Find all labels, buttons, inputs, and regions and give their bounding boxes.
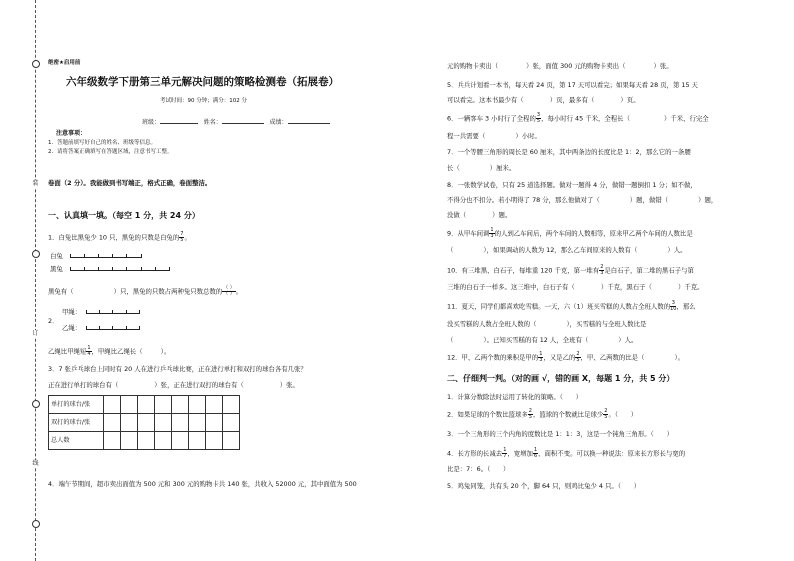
answer-table	[48, 395, 240, 450]
binding-hole	[32, 400, 40, 408]
cut-line	[35, 0, 36, 561]
question-3-answer: 正在进行单打的球台有（ ）张，正在进行双打的球台有（ ）张。	[48, 381, 299, 389]
judge-3: 3．一个三角形的三个内角的度数比是 1：1：3，这是一个钝角三角形。（ ）	[447, 430, 673, 438]
cut-char: 线	[32, 460, 39, 467]
judge-2: 2．如果足球的个数比篮球多 $\frac{2}{5}$ ，篮球的个数就比足球少 $\frac{2}{5}$ 。（ ）	[447, 408, 638, 420]
judge-4: 4．长方形的长减去 $\frac{1}{7}$ ，宽增加 $\frac{1}{6}$ ，面积不变。可以换一种说法：原来长方形长与宽的	[447, 447, 686, 459]
table-row	[49, 396, 240, 414]
question-2-text: 乙绳比甲绳短 $\frac{1}{4}$ ，甲绳比乙绳长（ ）。	[48, 345, 171, 357]
table-row	[49, 414, 240, 432]
question-1-answer: 黑兔有（ ）只，黑兔的只数占两种兔只数总数的 $\frac{( )}{( )}$ 。	[48, 285, 243, 297]
binding-hole	[32, 520, 40, 528]
fraction: $\frac{3}{10}$	[670, 300, 677, 312]
question-11-line2: 没买雪糕的人数占全班人数的（ ），买雪糕的与全班人数比是	[447, 320, 647, 328]
question-10: 10．有三堆黑、白石子，每堆重 120 千克，第一堆有 $\frac{2}{3}$ 是白石子，第二堆的黑石子与第	[447, 264, 694, 276]
fraction: $\frac{1}{6}$	[533, 447, 538, 459]
fraction: $\frac{2}{5}$	[604, 408, 608, 420]
question-11: 11．夏天，同学们都喜欢吃雪糕。一天，六（1）班买雪糕的人数占全班人数的 $\frac{3}{10}$ ，那么	[447, 300, 696, 312]
rope-yi-segment	[86, 329, 140, 330]
cut-char: 装	[32, 180, 39, 187]
judge-5: 5．鸡兔同笼，共有头 20 个，脚 64 只，则鸡比兔少 4 只。（ ）	[447, 482, 641, 490]
fraction: $\frac{1}{4}$	[87, 345, 91, 357]
fraction: $\frac{2}{5}$	[528, 408, 532, 420]
question-7-answer: 长（ ）厘米。	[447, 164, 516, 172]
section-2-heading: 二、仔细判一判。（对的画 √，错的画 X，每题 1 分，共 5 分）	[447, 374, 675, 383]
row-header: 单打的球台/张	[49, 396, 104, 414]
fraction: $\frac{2}{5}$	[576, 351, 580, 363]
neatness-note: 卷面（2 分）。我能做到书写端正，格式正确，卷面整洁。	[48, 179, 212, 187]
fraction: $\frac{1}{3}$	[539, 351, 543, 363]
question-5: 5．兵兵计划看一本书，每天看 24 页，第 17 天可以看完；如果每天看 28 页，第 15 天	[447, 81, 698, 89]
table-row	[49, 432, 240, 450]
judge-4-line2: 比是：7：6。（ ）	[447, 465, 510, 473]
notes-heading: 注意事项：	[56, 130, 87, 137]
question-8: 8．一张数学试卷，只有 25 道选择题。做对一题得 4 分，做错一题倒扣 1 分；如不做，	[447, 181, 697, 189]
question-9-answer: （ ），如果调动的人数为 12，那么乙车间原来的人数有（ ）人。	[447, 246, 687, 254]
label-white-rabbit: 白兔	[50, 252, 63, 260]
info-row	[142, 117, 330, 127]
white-rabbit-segment	[70, 257, 142, 258]
binding-margin	[8, 0, 44, 561]
section-1-heading: 一、认真填一填。（每空 1 分，共 24 分）	[48, 211, 200, 220]
question-7: 7．一个等腰三角形的周长是 60 厘米，其中两条边的长度比是 1：2，那么它的一条腰	[447, 148, 691, 156]
question-4: 4．端午节期间，超市卖出面值为 500 元和 300 元的购物卡共 140 张，共收入 52000 元，其中面值为 500	[48, 480, 357, 488]
binding-hole	[32, 250, 40, 258]
question-3: 3．7 张乒乓球台上同时有 20 人在进行乒乓球比赛，正在进行单打和双打的球台各有几张？	[48, 365, 307, 373]
question-9: 9．从甲车间调 $\frac{1}{3}$ 的人到乙车间后，两个车间的人数相等，原来甲乙两个车间的人数比是	[447, 227, 693, 239]
rope-jia-segment	[86, 313, 140, 314]
question-11-line3: （ ）。已知买雪糕的有 12 人，全班有（ ）人。	[447, 336, 638, 344]
label-black-rabbit: 黑兔	[50, 265, 63, 273]
question-4-cont: 元的购物卡卖出（ ）张，面值 300 元的购物卡卖出（ ）张。	[447, 62, 673, 70]
row-header: 双打的球台/张	[49, 414, 104, 432]
row-header: 总人数	[49, 432, 104, 450]
class-label: 班级：	[142, 119, 161, 126]
question-12: 12．甲、乙两个数的乘积是甲的 $\frac{1}{3}$ ，又是乙的 $\frac{2}{5}$ ，甲、乙两数的比是（ ）。	[447, 351, 685, 363]
binding-hole	[32, 60, 40, 68]
name-label: 姓名：	[203, 119, 222, 126]
question-6: 6．一辆客车 3 小时行了全程的 $\frac{3}{5}$ ，每小时行 45 千米，全程长（ ）千米，行完全	[447, 112, 709, 124]
fraction: $\frac{1}{3}$	[490, 227, 494, 239]
fraction-blank[interactable]: $\frac{( )}{( )}$	[223, 285, 235, 297]
question-1: 1．白兔比黑兔少 10 只，黑兔的只数是白兔的 $\frac{7}{5}$ 。	[48, 231, 191, 243]
score-label: 成绩：	[269, 119, 288, 126]
fraction: $\frac{1}{7}$	[503, 447, 507, 459]
cut-char: 订	[32, 330, 39, 337]
fraction: $\frac{7}{5}$	[180, 231, 184, 243]
score-field[interactable]	[288, 117, 330, 124]
label-rope-yi: 乙绳：	[62, 324, 82, 332]
note-item: 2．请将答案正确填写在答题区域，注意书写工整。	[48, 149, 173, 155]
exam-title: 六年级数学下册第三单元解决问题的策略检测卷（拓展卷）	[66, 76, 339, 88]
label-rope-jia: 甲绳：	[62, 308, 82, 316]
class-field[interactable]	[160, 117, 198, 124]
fraction: $\frac{2}{3}$	[600, 264, 604, 276]
question-8-line2: 不得分也不扣分。若小明得了 78 分，那么他做对了（ ）题，做错（ ）题，	[447, 196, 718, 204]
fraction: $\frac{3}{5}$	[536, 112, 541, 124]
secret-label: 绝密★启用前	[48, 60, 81, 66]
question-8-line3: 没做（ ）题。	[447, 211, 512, 219]
question-10-answer: 三堆的白石子一样多。这三堆中，白石子有（ ）千克，黑石子（ ）千克。	[447, 283, 704, 291]
exam-meta: 考试时间：90 分钟；满分：102 分	[160, 98, 247, 104]
judge-1: 1．计算分数除法时运用了转化的策略。（ ）	[447, 393, 583, 401]
note-item: 1．答题前填写好自己的姓名、班级等信息。	[48, 140, 157, 146]
black-rabbit-segment	[70, 270, 170, 271]
question-2: 2．	[48, 317, 59, 325]
question-6-answer: 程一共需要（ ）小时。	[447, 132, 541, 140]
question-5-answer: 可以看完。这本书最少有（ ）页，最多有（ ）页。	[447, 96, 640, 104]
name-field[interactable]	[222, 117, 264, 124]
